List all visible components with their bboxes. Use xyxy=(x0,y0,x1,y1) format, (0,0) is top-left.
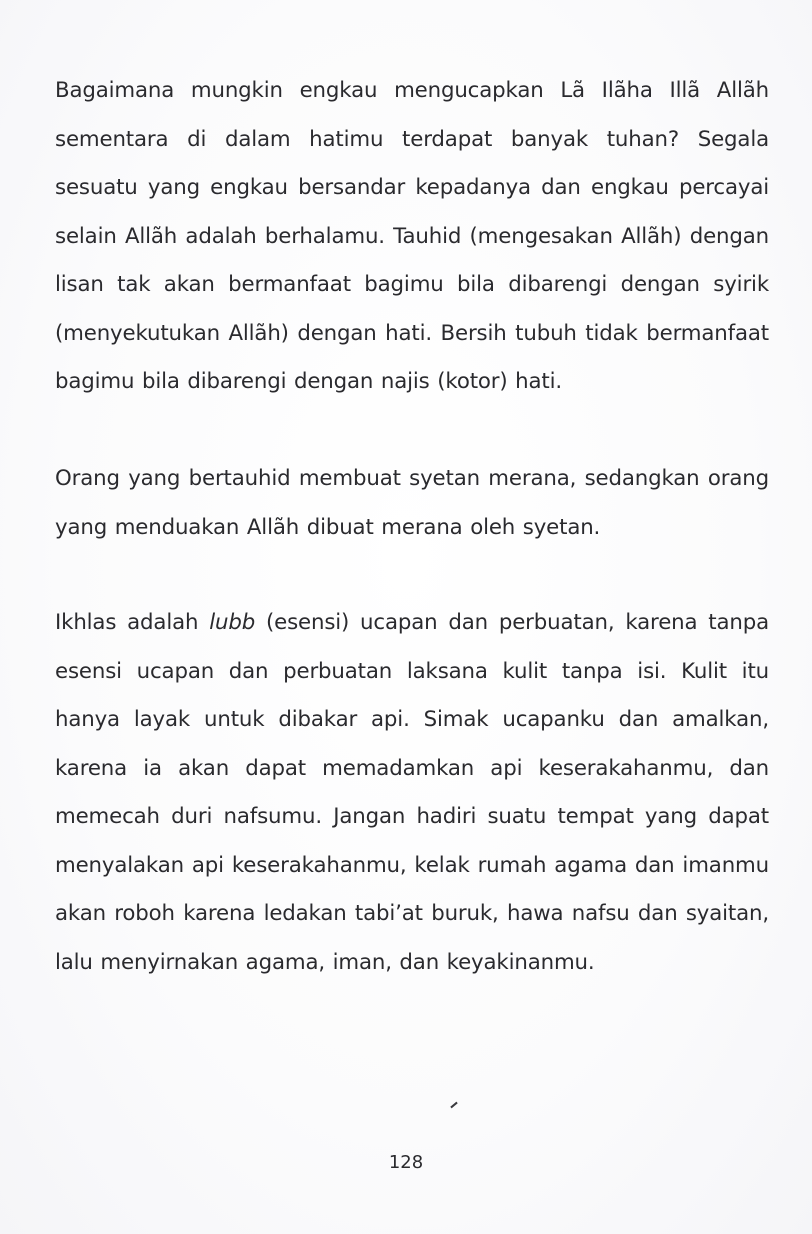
paragraph-3 xyxy=(55,599,769,987)
page-number: 128 xyxy=(388,1152,424,1173)
paragraph-2: Orang yang bertauhid membuat syetan merana, sedangkan orang yang menduakan Allãh dibuat merana oleh syetan. xyxy=(55,466,769,540)
paragraph-3-intro: Ikhlas adalah xyxy=(55,610,210,636)
paragraph-3-body: (esensi) ucapan dan perbuatan, karena tanpa esensi ucapan dan perbuatan laksana kulit tanpa isi. Kulit itu hanya layak untuk dibakar api. Simak ucapanku dan amalkan, karena ia akan dapat memadamkan api keserakahanmu, dan memecah duri nafsumu. Jangan hadiri suatu tempat yang dapat menyalakan api keserakahanmu, kelak rumah agama dan imanmu akan roboh karena ledakan tabi’at buruk, hawa nafsu dan syaitan, lalu menyirnakan agama, iman, dan keyakinanmu. xyxy=(55,610,769,975)
paragraph-1: Bagaimana mungkin engkau mengucapkan Lã Ilãha Illã Allãh sementara di dalam hatimu terdapat banyak tuhan? Segala sesuatu yang engkau bersandar kepadanya dan engkau percayai selain Allãh adalah berhalamu. Tauhid (mengesakan Allãh) dengan lisan tak akan bermanfaat bagimu bila dibarengi dengan syirik (menyekutukan Allãh) dengan hati. Bersih tubuh tidak bermanfaat bagimu bila dibarengi dengan najis (kotor) hati. xyxy=(55,78,769,395)
stray-ink-mark xyxy=(450,1102,457,1109)
italic-term-lubb: lubb xyxy=(209,610,256,636)
